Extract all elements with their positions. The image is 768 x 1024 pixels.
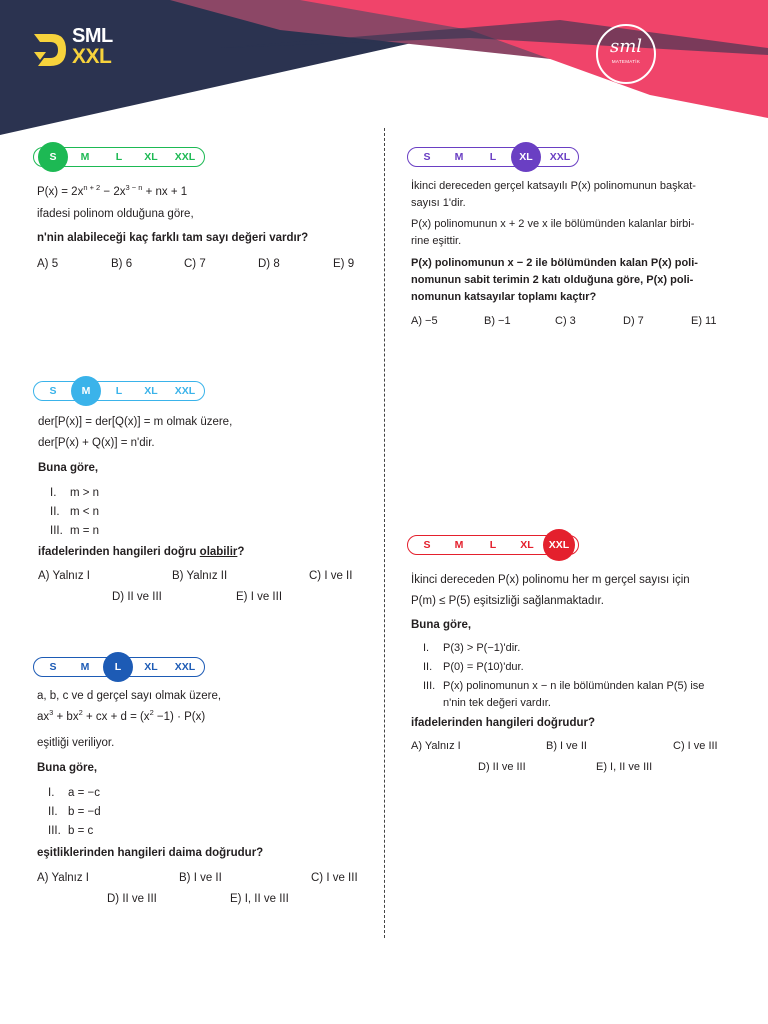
q1-option-b[interactable]: B) 6 bbox=[111, 258, 133, 270]
q1-level-selector bbox=[33, 147, 205, 167]
q2-lead: Buna göre, bbox=[38, 462, 99, 474]
q5-option-b[interactable]: B) I ve II bbox=[546, 740, 587, 752]
q1-option-d[interactable]: D) 8 bbox=[258, 258, 280, 270]
q3-option-e[interactable]: E) I, II ve III bbox=[230, 893, 289, 905]
q3-item-2: II. b = −d bbox=[48, 806, 101, 818]
q5-body bbox=[411, 572, 731, 633]
q5-line1: İkinci dereceden P(x) polinomu her m gerçel sayısı için bbox=[411, 574, 690, 586]
q5-item-2: II. P(0) = P(10)'dur. bbox=[423, 661, 524, 673]
q4-option-e[interactable]: E) 11 bbox=[691, 315, 717, 327]
seal-subtext: MATEMATİK bbox=[611, 59, 641, 64]
q3-item-3: III. b = c bbox=[48, 825, 94, 837]
q4-option-a[interactable]: A) −5 bbox=[411, 315, 438, 327]
q5-level-selector bbox=[407, 535, 579, 555]
q4-para2-line2: rine eşittir. bbox=[411, 235, 462, 247]
q5-option-d[interactable]: D) II ve III bbox=[478, 761, 526, 773]
q1-level-xl[interactable]: XL bbox=[144, 151, 158, 163]
q5-lead: Buna göre, bbox=[411, 619, 472, 631]
q3-level-s[interactable]: S bbox=[49, 661, 57, 673]
q3-item-1: I. a = −c bbox=[48, 787, 100, 799]
q4-level-xl[interactable]: XL bbox=[511, 142, 541, 172]
q1-question: n'nin alabileceği kaç farklı tam sayı değeri vardır? bbox=[37, 232, 309, 244]
q2-level-xl[interactable]: XL bbox=[144, 385, 158, 397]
q4-level-l[interactable]: L bbox=[489, 151, 497, 163]
q2-body bbox=[38, 414, 368, 476]
q3-level-xxl[interactable]: XXL bbox=[174, 661, 196, 673]
q2-level-selector bbox=[33, 381, 205, 401]
q5-item-3-cont: n'nin tek değeri vardır. bbox=[443, 697, 551, 709]
q1-level-s[interactable]: S bbox=[38, 142, 68, 172]
q5-line2: P(m) ≤ P(5) eşitsizliği sağlanmaktadır. bbox=[411, 595, 604, 607]
q3-option-b[interactable]: B) I ve II bbox=[179, 872, 222, 884]
q3-line3: eşitliği veriliyor. bbox=[37, 737, 115, 749]
q2-level-l[interactable]: L bbox=[115, 385, 123, 397]
q1-option-a[interactable]: A) 5 bbox=[37, 258, 59, 270]
q5-level-m[interactable]: M bbox=[454, 539, 464, 551]
q3-level-m[interactable]: M bbox=[80, 661, 90, 673]
q4-option-b[interactable]: B) −1 bbox=[484, 315, 511, 327]
q5-level-xxl[interactable]: XXL bbox=[543, 529, 575, 561]
q5-option-a[interactable]: A) Yalnız I bbox=[411, 740, 461, 752]
q4-question-line1: P(x) polinomunun x − 2 ile bölümünden kalan P(x) poli- bbox=[411, 257, 698, 269]
q3-body bbox=[37, 688, 367, 776]
q4-level-m[interactable]: M bbox=[454, 151, 464, 163]
q3-level-l[interactable]: L bbox=[103, 652, 133, 682]
brand-logo bbox=[30, 26, 125, 72]
q5-question: ifadelerinden hangileri doğrudur? bbox=[411, 717, 596, 729]
q2-item-2: II. m < n bbox=[50, 506, 100, 518]
q4-option-c[interactable]: C) 3 bbox=[555, 315, 576, 327]
q5-level-xl[interactable]: XL bbox=[520, 539, 534, 551]
q4-level-selector bbox=[407, 147, 579, 167]
q4-option-d[interactable]: D) 7 bbox=[623, 315, 644, 327]
q2-option-e[interactable]: E) I ve III bbox=[236, 591, 283, 603]
q1-option-c[interactable]: C) 7 bbox=[184, 258, 206, 270]
q3-level-xl[interactable]: XL bbox=[144, 661, 158, 673]
q4-level-xxl[interactable]: XXL bbox=[549, 151, 571, 163]
logo-text-sml: SML bbox=[72, 25, 113, 47]
q3-option-a[interactable]: A) Yalnız I bbox=[37, 872, 89, 884]
q5-option-e[interactable]: E) I, II ve III bbox=[596, 761, 653, 773]
q4-body bbox=[411, 178, 721, 305]
q2-level-m[interactable]: M bbox=[71, 376, 101, 406]
q3-option-d[interactable]: D) II ve III bbox=[107, 893, 157, 905]
q5-option-c[interactable]: C) I ve III bbox=[673, 740, 718, 752]
q4-question-line3: nomunun katsayılar toplamı kaçtır? bbox=[411, 291, 597, 303]
seal-text: sml bbox=[609, 36, 643, 57]
q1-body bbox=[37, 184, 367, 246]
q2-level-s[interactable]: S bbox=[49, 385, 57, 397]
q2-option-d[interactable]: D) II ve III bbox=[112, 591, 162, 603]
q1-level-m[interactable]: M bbox=[80, 151, 90, 163]
logo-mark-icon bbox=[30, 28, 70, 68]
q4-level-s[interactable]: S bbox=[423, 151, 431, 163]
q3-equation: $ax^3 + bx^2$ + cx + $d = (x^2 -1) \cdot P(x)$ bbox=[37, 708, 206, 723]
q2-items bbox=[50, 484, 99, 541]
logo-text-xxl: XXL bbox=[72, 45, 112, 68]
q5-level-s[interactable]: S bbox=[423, 539, 431, 551]
q5-items bbox=[423, 639, 704, 710]
q4-para2-line1: P(x) polinomunun x + 2 ve x ile bölümünden kalanlar birbi- bbox=[411, 218, 695, 230]
q2-question: ifadelerinden hangileri doğru olabilir? bbox=[38, 546, 245, 558]
column-divider bbox=[384, 128, 385, 938]
q3-question: eşitliklerinden hangileri daima doğrudur? bbox=[37, 847, 264, 859]
q1-level-l[interactable]: L bbox=[115, 151, 123, 163]
q3-lead: Buna göre, bbox=[37, 762, 98, 774]
q3-line1: a, b, c ve d gerçel sayı olmak üzere, bbox=[37, 690, 222, 702]
q1-expression: $P(x) = 2x^{n + 2} - 2x^{3 - n}$ + nx + 1 bbox=[37, 183, 188, 198]
q2-line1: der[P(x)] = der[Q(x)] = m olmak üzere, bbox=[38, 416, 233, 428]
q5-item-1: I. P(3) > P(−1)'dir. bbox=[423, 642, 521, 654]
q4-para1-line2: sayısı 1'dir. bbox=[411, 197, 466, 209]
q4-question-line2: nomunun sabit terimin 2 katı olduğuna göre, P(x) poli- bbox=[411, 274, 694, 286]
q1-option-e[interactable]: E) 9 bbox=[333, 258, 355, 270]
q2-option-b[interactable]: B) Yalnız II bbox=[172, 570, 228, 582]
q2-level-xxl[interactable]: XXL bbox=[174, 385, 196, 397]
q2-option-c[interactable]: C) I ve II bbox=[309, 570, 353, 582]
q3-items bbox=[48, 784, 101, 841]
q4-para1-line1: İkinci dereceden gerçel katsayılı P(x) polinomunun başkat- bbox=[411, 180, 696, 192]
q1-level-xxl[interactable]: XXL bbox=[174, 151, 196, 163]
q2-item-3: III. m = n bbox=[50, 525, 100, 537]
q5-level-l[interactable]: L bbox=[489, 539, 497, 551]
q1-line2: ifadesi polinom olduğuna göre, bbox=[37, 208, 194, 220]
q2-option-a[interactable]: A) Yalnız I bbox=[38, 570, 90, 582]
q2-line2: der[P(x) + Q(x)] = n'dir. bbox=[38, 437, 155, 449]
q5-item-3: III. P(x) polinomunun x − n ile bölümünden kalan P(5) ise bbox=[423, 680, 705, 692]
seal-logo bbox=[596, 24, 656, 84]
q2-item-1: I. m > n bbox=[50, 487, 100, 499]
q3-option-c[interactable]: C) I ve III bbox=[311, 872, 358, 884]
q3-level-selector bbox=[33, 657, 205, 677]
